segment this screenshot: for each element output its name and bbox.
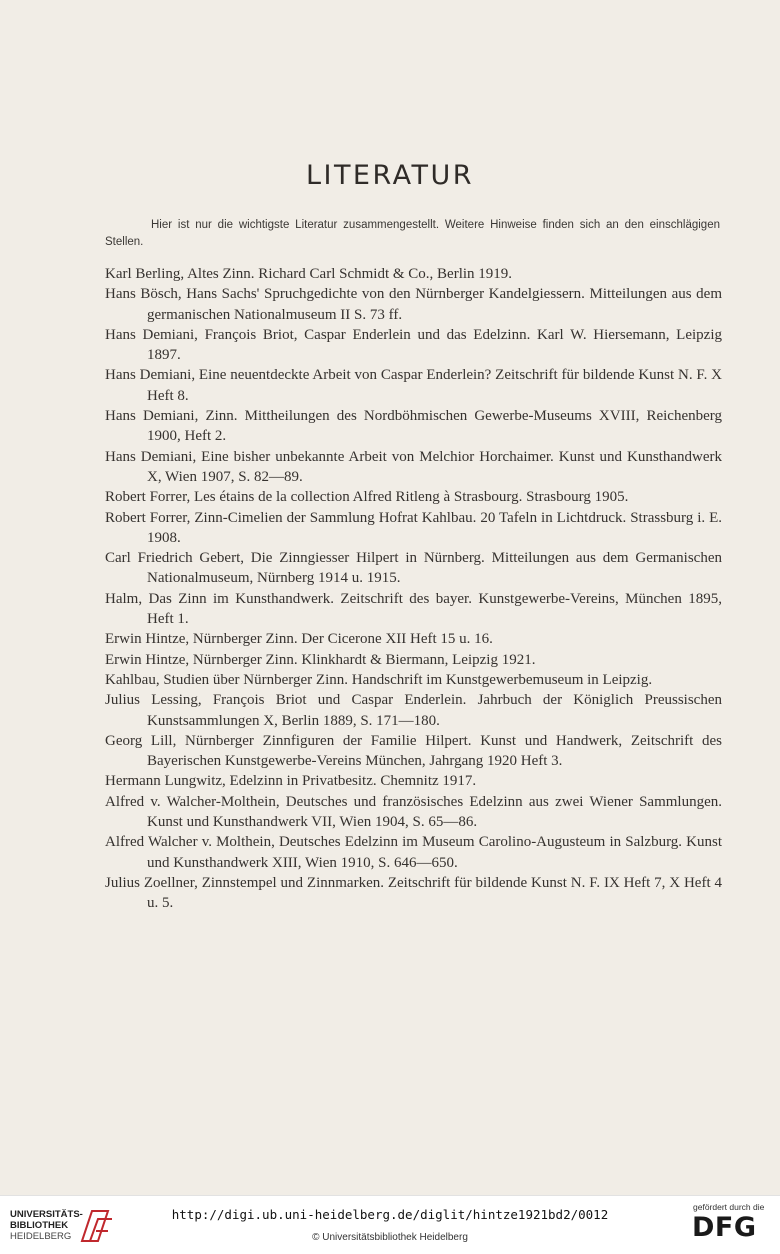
bibliography-entry: Kahlbau, Studien über Nürnberger Zinn. Handschrift im Kunstgewerbemuseum in Leipzig. bbox=[105, 671, 653, 688]
library-name-line1: UNIVERSITÄTS- bbox=[10, 1209, 83, 1220]
library-name-line3: HEIDELBERG bbox=[10, 1231, 72, 1242]
dfg-wordmark: DFG bbox=[692, 1212, 757, 1243]
bibliography-entry: Robert Forrer, Zinn-Cimelien der Sammlung Hofrat Kahlbau. 20 Tafeln in Lichtdruck. Strassburg i. E. 1908. bbox=[105, 509, 722, 546]
bibliography-entry: Julius Zoellner, Zinnstempel und Zinnmarken. Zeitschrift für bildende Kunst N. F. IX Heft 7, X Heft 4 u. 5. bbox=[105, 874, 722, 912]
page-url[interactable]: http://digi.ub.uni-heidelberg.de/diglit/hintze1921bd2/0012 bbox=[171, 1207, 609, 1222]
bibliography-entry: Hans Demiani, Zinn. Mittheilungen des Nordböhmischen Gewerbe-Museums XVIII, Reichenberg 1900, Heft 2. bbox=[105, 408, 722, 445]
viewer-footer bbox=[0, 1195, 780, 1254]
bibliography-entry: Hans Bösch, Hans Sachs' Spruchgedichte von den Nürnberger Kandelgiessern. Mitteilungen aus dem germanischen Nationalmuseum II S. 73 ff. bbox=[105, 286, 722, 323]
bibliography-entry: Erwin Hintze, Nürnberger Zinn. Klinkhardt & Biermann, Leipzig 1921. bbox=[105, 651, 536, 668]
bibliography-entry: Hans Demiani, Eine bisher unbekannte Arbeit von Melchior Horchaimer. Kunst und Kunsthandwerk X, Wien 1907, S. 82—89. bbox=[105, 448, 722, 485]
bibliography-entry: Georg Lill, Nürnberger Zinnfiguren der Familie Hilpert. Kunst und Handwerk, Zeitschrift des Bayerischen Kunstgewerbe-Vereins München, Jahrgang 1920 Heft 3. bbox=[105, 732, 722, 770]
intro-note: Hier ist nur die wichtigste Literatur zusammengestellt. Weitere Hinweise finden sich an den einschlägigen Stellen. bbox=[105, 219, 720, 248]
bibliography-entry: Halm, Das Zinn im Kunsthandwerk. Zeitschrift des bayer. Kunstgewerbe-Vereins, München 1895, Heft 1. bbox=[105, 590, 722, 628]
bibliography-entry: Hans Demiani, Eine neuentdeckte Arbeit von Caspar Enderlein? Zeitschrift für bildende Kunst N. F. X Heft 8. bbox=[105, 367, 722, 404]
bibliography-list bbox=[105, 264, 722, 914]
bibliography-entry: Erwin Hintze, Nürnberger Zinn. Der Cicerone XII Heft 15 u. 16. bbox=[105, 631, 493, 648]
library-name-line2: BIBLIOTHEK bbox=[10, 1220, 69, 1231]
bibliography-entry: Alfred Walcher v. Molthein, Deutsches Edelzinn im Museum Carolino-Augusteum in Salzburg. Kunst und Kunsthandwerk XIII, Wien 1910, S. 646—650. bbox=[105, 834, 722, 871]
dfg-caption: gefördert durch die bbox=[693, 1202, 765, 1212]
dfg-logo[interactable] bbox=[690, 1202, 770, 1248]
bibliography-entry: Alfred v. Walcher-Molthein, Deutsches und französisches Edelzinn aus zwei Wiener Sammlungen. Kunst und Kunsthandwerk VII, Wien 1904, S. 65—86. bbox=[105, 793, 722, 831]
bibliography-entry: Hans Demiani, François Briot, Caspar Enderlein und das Edelzinn. Karl W. Hiersemann, Leipzig 1897. bbox=[105, 326, 722, 364]
bibliography-entry: Carl Friedrich Gebert, Die Zinngiesser Hilpert in Nürnberg. Mitteilungen aus dem Germanischen Nationalmuseum, Nürnberg 1914 u. 1915. bbox=[105, 550, 722, 587]
bibliography-entry: Robert Forrer, Les étains de la collection Alfred Ritleng à Strasbourg. Strasbourg 1905. bbox=[105, 489, 629, 506]
copyright-notice: © Universitätsbibliothek Heidelberg bbox=[312, 1232, 468, 1243]
bibliography-entry: Hermann Lungwitz, Edelzinn in Privatbesitz. Chemnitz 1917. bbox=[105, 773, 477, 790]
bibliography-entry: Karl Berling, Altes Zinn. Richard Carl Schmidt & Co., Berlin 1919. bbox=[105, 266, 513, 282]
page-title: LITERATUR bbox=[305, 160, 475, 191]
bibliography-entry: Julius Lessing, François Briot und Caspar Enderlein. Jahrbuch der Königlich Preussischen Kunstsammlungen X, Berlin 1889, S. 171—180. bbox=[105, 692, 722, 729]
